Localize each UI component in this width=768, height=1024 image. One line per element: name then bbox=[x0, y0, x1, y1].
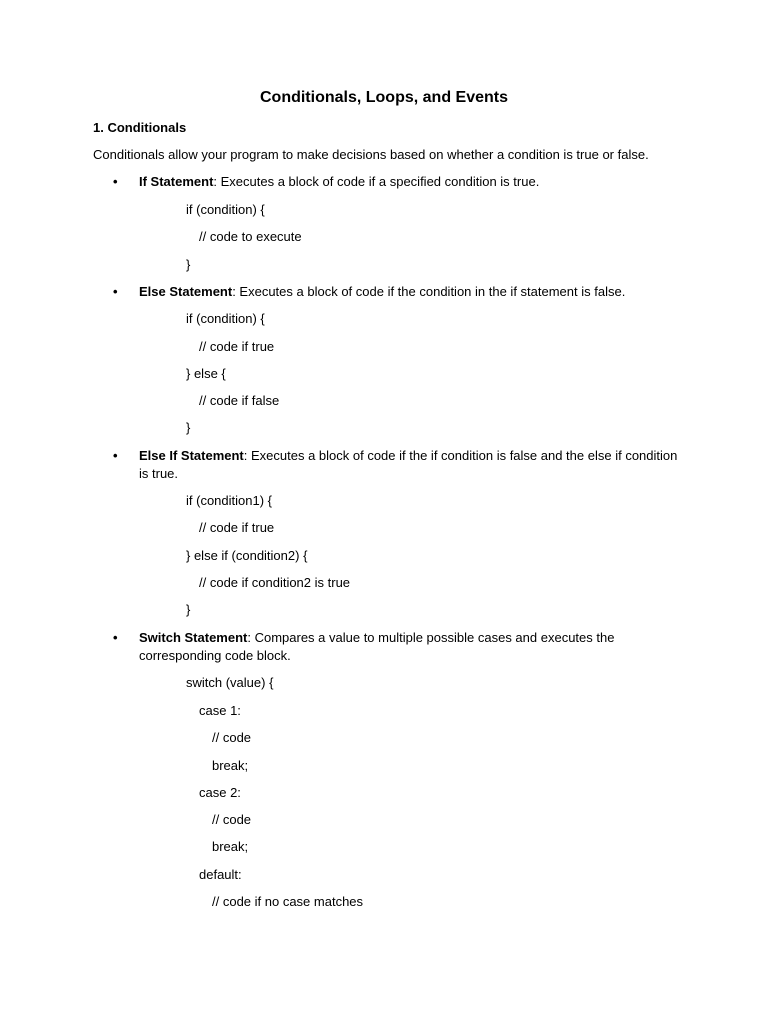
bullet-marker: • bbox=[113, 448, 118, 463]
code-line: switch (value) { bbox=[186, 675, 274, 690]
document-title: Conditionals, Loops, and Events bbox=[259, 89, 508, 106]
bullet-description: : Compares a value to multiple possible cases and executes the corresponding code block. bbox=[139, 630, 615, 663]
code-line: if (condition) { bbox=[186, 202, 265, 217]
section-heading: 1. Conditionals bbox=[93, 120, 187, 135]
bullet-description: : Executes a block of code if a specified condition is true. bbox=[213, 174, 540, 189]
code-line: case 2: bbox=[199, 785, 241, 800]
bullet-term: If Statement bbox=[139, 174, 214, 189]
code-line: } bbox=[186, 420, 191, 435]
bullet-description: : Executes a block of code if the if condition is false and the else if condition is true. bbox=[139, 448, 678, 481]
code-line: default: bbox=[199, 867, 242, 882]
code-line: break; bbox=[212, 758, 249, 773]
code-line: // code to execute bbox=[199, 229, 302, 244]
code-line: break; bbox=[212, 839, 249, 854]
code-line: // code if false bbox=[199, 393, 280, 408]
code-line: case 1: bbox=[199, 703, 241, 718]
code-line: if (condition) { bbox=[186, 311, 265, 326]
bullet-term: Else Statement bbox=[139, 284, 233, 299]
code-line: } bbox=[186, 602, 191, 617]
code-line: } else { bbox=[186, 366, 226, 381]
bullet-marker: • bbox=[113, 174, 118, 189]
bullet-marker: • bbox=[113, 630, 118, 645]
bullet-term: Else If Statement bbox=[139, 448, 244, 463]
bullet-description: : Executes a block of code if the condition in the if statement is false. bbox=[232, 284, 626, 299]
code-line: // code bbox=[212, 812, 252, 827]
bullet-else-statement bbox=[113, 283, 684, 301]
bullet-term: Switch Statement bbox=[139, 630, 248, 645]
bullet-else-if-statement bbox=[113, 447, 684, 483]
bullet-marker: • bbox=[113, 284, 118, 299]
bullet-if-statement bbox=[113, 173, 684, 191]
code-line: } else if (condition2) { bbox=[186, 548, 308, 563]
code-line: // code if condition2 is true bbox=[199, 575, 351, 590]
code-line: // code if true bbox=[199, 339, 275, 354]
intro-paragraph: Conditionals allow your program to make decisions based on whether a condition is true or false. bbox=[93, 147, 649, 162]
code-line: // code if no case matches bbox=[212, 894, 364, 909]
code-line: if (condition1) { bbox=[186, 493, 272, 508]
code-line: // code if true bbox=[199, 520, 275, 535]
code-line: // code bbox=[212, 730, 252, 745]
bullet-switch-statement bbox=[113, 629, 684, 665]
code-line: } bbox=[186, 257, 191, 272]
